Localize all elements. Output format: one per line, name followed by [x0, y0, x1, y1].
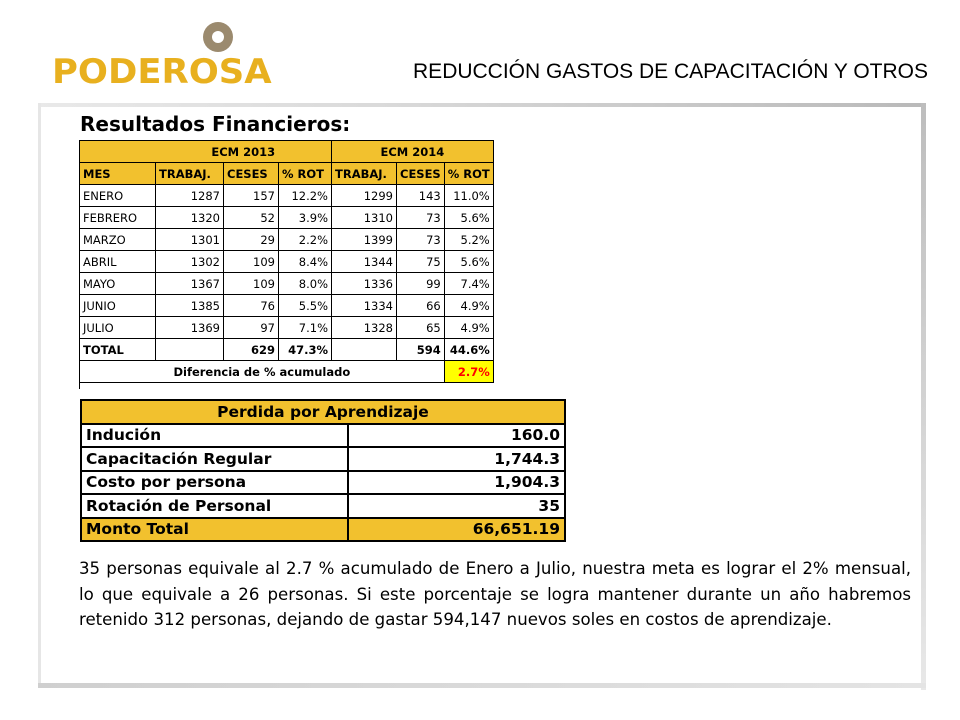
difference-value: 2.7%: [444, 361, 493, 383]
table-cell: 1301: [156, 229, 224, 251]
slide-title: REDUCCIÓN GASTOS DE CAPACITACIÓN Y OTROS: [413, 60, 928, 83]
column-header: % ROT: [444, 163, 493, 185]
table-cell: 75: [397, 251, 445, 273]
table-cell: 109: [224, 273, 279, 295]
month-cell: MARZO: [80, 229, 156, 251]
logo-circle-mark: [203, 22, 233, 52]
frame-right-border: [921, 103, 926, 690]
table-cell: 109: [224, 251, 279, 273]
table-cell: 29: [224, 229, 279, 251]
table-cell: 7.4%: [444, 273, 493, 295]
table-cell: 1344: [332, 251, 397, 273]
column-header: TRABAJ.: [332, 163, 397, 185]
month-cell: JUNIO: [80, 295, 156, 317]
table-cell: [332, 339, 397, 361]
total-row: [81, 518, 565, 542]
table-row: [80, 317, 494, 339]
turnover-table: [79, 140, 494, 389]
table-row: [80, 229, 494, 251]
loss-value: 1,904.3: [348, 471, 565, 495]
table-row: [81, 471, 565, 495]
difference-row: [80, 361, 494, 383]
table-cell: 12.2%: [279, 185, 332, 207]
table-cell: 99: [397, 273, 445, 295]
frame-bottom-border: [38, 683, 926, 688]
logo-text: PODEROSA: [52, 52, 272, 92]
table-cell: 3.9%: [279, 207, 332, 229]
learning-loss-title: Perdida por Aprendizaje: [81, 400, 565, 424]
table-row: [80, 273, 494, 295]
table-cell: 73: [397, 207, 445, 229]
table-cell: 5.6%: [444, 207, 493, 229]
column-header: TRABAJ.: [156, 163, 224, 185]
loss-value: 1,744.3: [348, 447, 565, 471]
column-header: CESES: [397, 163, 445, 185]
table-cell: 4.9%: [444, 317, 493, 339]
table-cell: 143: [397, 185, 445, 207]
table-cell: 1310: [332, 207, 397, 229]
table-bottom-spacer: [80, 383, 494, 389]
table-row: [80, 295, 494, 317]
section-title: Resultados Financieros:: [80, 112, 351, 136]
month-cell: ENERO: [80, 185, 156, 207]
loss-label: Indución: [81, 424, 348, 448]
table-cell: 8.0%: [279, 273, 332, 295]
table-cell: 5.2%: [444, 229, 493, 251]
table-row: [80, 207, 494, 229]
table-cell: 7.1%: [279, 317, 332, 339]
loss-label: Capacitación Regular: [81, 447, 348, 471]
month-cell: MAYO: [80, 273, 156, 295]
learning-loss-table: [80, 399, 566, 542]
total-rot-2014: 44.6%: [444, 339, 493, 361]
month-cell: JULIO: [80, 317, 156, 339]
summary-paragraph: 35 personas equivale al 2.7 % acumulado de Enero a Julio, nuestra meta es lograr el 2% mensual, lo que equivale a 26 personas. Si este porcentaje se logra mantener durante un año habremos retenido 312 personas, dejando de gastar 594,147 nuevos soles en costos de aprendizaje.: [79, 559, 911, 629]
total-rot-2013: 47.3%: [279, 339, 332, 361]
loss-label: Costo por persona: [81, 471, 348, 495]
table-cell: 1302: [156, 251, 224, 273]
table-cell: 1369: [156, 317, 224, 339]
frame-top-border: [38, 103, 926, 107]
table-cell: 73: [397, 229, 445, 251]
table-cell: 1287: [156, 185, 224, 207]
table-cell: 1299: [332, 185, 397, 207]
column-header: MES: [80, 163, 156, 185]
month-cell: FEBRERO: [80, 207, 156, 229]
table-cell: 1328: [332, 317, 397, 339]
table-cell: 5.5%: [279, 295, 332, 317]
turnover-header-blank: [80, 141, 156, 163]
poderosa-logo: [52, 22, 302, 92]
table-cell: 1336: [332, 273, 397, 295]
total-ceses-2014: 594: [397, 339, 445, 361]
table-cell: 1320: [156, 207, 224, 229]
total-amount-value: 66,651.19: [348, 518, 565, 542]
year-header-2014: ECM 2014: [332, 141, 494, 163]
table-cell: 11.0%: [444, 185, 493, 207]
table-cell: 1385: [156, 295, 224, 317]
column-header: CESES: [224, 163, 279, 185]
table-row: [81, 424, 565, 448]
table-cell: 52: [224, 207, 279, 229]
column-header: % ROT: [279, 163, 332, 185]
total-amount-label: Monto Total: [81, 518, 348, 542]
table-cell: 65: [397, 317, 445, 339]
table-cell: 1334: [332, 295, 397, 317]
table-row: [80, 185, 494, 207]
frame-left-border: [38, 103, 41, 688]
total-label: TOTAL: [80, 339, 156, 361]
table-cell: 8.4%: [279, 251, 332, 273]
table-cell: 157: [224, 185, 279, 207]
total-row: [80, 339, 494, 361]
table-cell: 1367: [156, 273, 224, 295]
total-ceses-2013: 629: [224, 339, 279, 361]
loss-label: Rotación de Personal: [81, 494, 348, 518]
table-row: [81, 447, 565, 471]
table-row: [80, 251, 494, 273]
year-header-2013: ECM 2013: [156, 141, 332, 163]
table-cell: 66: [397, 295, 445, 317]
loss-value: 35: [348, 494, 565, 518]
table-cell: 97: [224, 317, 279, 339]
loss-value: 160.0: [348, 424, 565, 448]
table-cell: [156, 339, 224, 361]
table-cell: 1399: [332, 229, 397, 251]
difference-label: Diferencia de % acumulado: [80, 361, 445, 383]
table-cell: 4.9%: [444, 295, 493, 317]
table-cell: 2.2%: [279, 229, 332, 251]
table-cell: 5.6%: [444, 251, 493, 273]
month-cell: ABRIL: [80, 251, 156, 273]
table-row: [81, 494, 565, 518]
table-cell: 76: [224, 295, 279, 317]
